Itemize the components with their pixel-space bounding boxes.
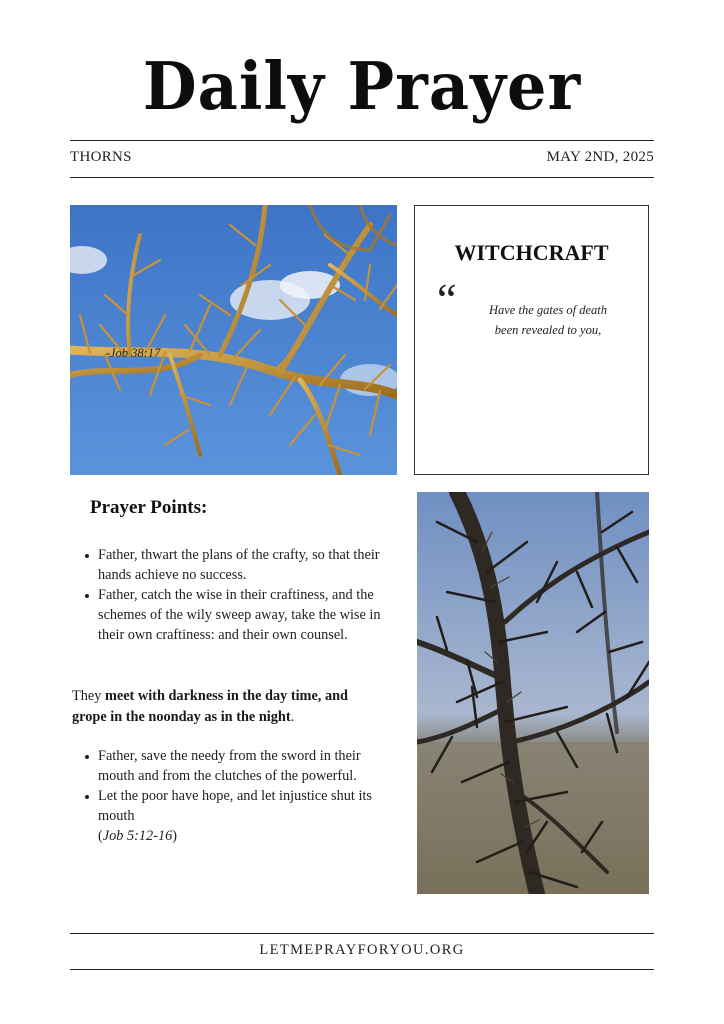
quote-line-2: been revealed to you,: [494, 323, 602, 337]
footer-website: LETMEPRAYFORYOU.ORG: [259, 942, 465, 958]
date-label: MAY 2ND, 2025: [546, 149, 654, 165]
quote-box: [414, 205, 649, 475]
scripture-citation: [84, 826, 384, 846]
prayer-points-heading: Prayer Points:: [90, 497, 208, 518]
quote-heading: WITCHCRAFT: [454, 240, 609, 265]
list-item: Father, thwart the plans of the crafty, so that their hands achieve no success.: [84, 545, 384, 585]
list-item: Father, catch the wise in their craftiness, and the schemes of the wily sweep away, take the wise in their own craftiness: and their own counsel.: [84, 585, 384, 645]
header-top-rule: [70, 140, 654, 141]
footer-bottom-rule: [70, 969, 654, 970]
callout-suffix: .: [290, 709, 295, 725]
callout-bold: meet with darkness in the day time, and grope in the noonday as in the night: [72, 688, 349, 725]
citation-open: (: [98, 828, 103, 844]
page-title: Daily Prayer: [142, 48, 582, 125]
list-item: Father, save the needy from the sword in their mouth and from the clutches of the powerful.: [84, 746, 384, 786]
callout-prefix: They: [72, 688, 105, 704]
golden-thorns-image: [70, 205, 397, 475]
quote-line-1: Have the gates of death: [488, 303, 608, 317]
prayer-points-list-1: [84, 545, 384, 645]
citation-close: ): [172, 828, 178, 844]
golden-thorns-illustration: [70, 205, 397, 475]
dark-thorns-illustration: [417, 492, 649, 894]
footer-top-rule: [70, 933, 654, 934]
quote-reference: -Job 38:17: [105, 346, 161, 360]
scripture-callout: [72, 686, 372, 728]
quote-text: [463, 300, 633, 340]
citation-ref: Job 5:12-16: [102, 828, 173, 844]
dark-thorns-image: [417, 492, 649, 894]
topic-label: THORNS: [70, 149, 132, 165]
list-item: Let the poor have hope, and let injustice shut its mouth: [84, 786, 384, 826]
header-bottom-rule: [70, 177, 654, 178]
prayer-points-list-2: [84, 746, 384, 846]
quote-mark-icon: “: [437, 275, 457, 324]
